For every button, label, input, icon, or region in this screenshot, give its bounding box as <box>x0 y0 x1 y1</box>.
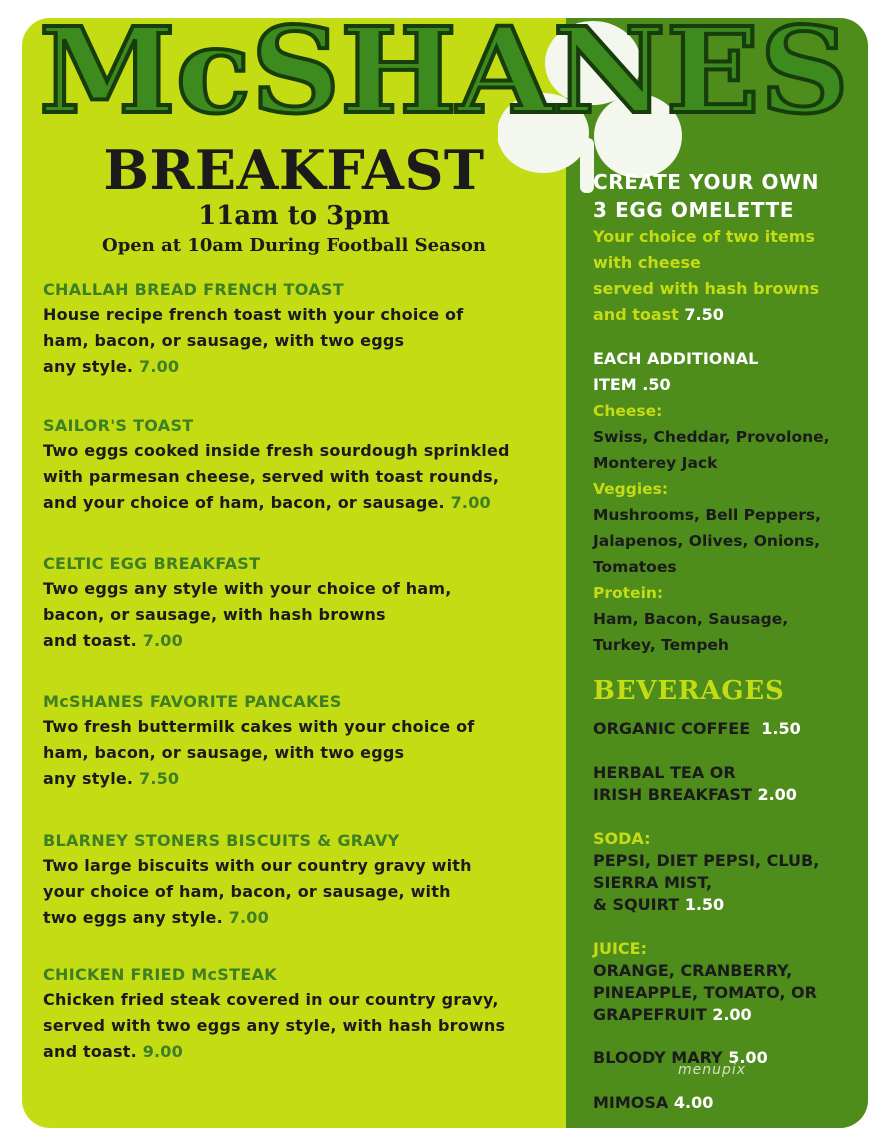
item-name: CHALLAH BREAD FRENCH TOAST <box>43 280 344 299</box>
item-price: 7.00 <box>142 631 183 650</box>
item-price: 7.00 <box>228 908 269 927</box>
veggies-label: Veggies: <box>593 480 669 498</box>
item-name: CELTIC EGG BREAKFAST <box>43 554 261 573</box>
beverage-bloody-mary: BLOODY MARY 5.00 <box>593 1048 768 1067</box>
item-price: 7.00 <box>450 493 491 512</box>
menu-item <box>43 963 563 1065</box>
item-description: Two fresh buttermilk cakes with your choice of ham, bacon, or sausage, with two eggs any style. 7.50 <box>43 717 475 788</box>
item-description: Two large biscuits with our country gravy with your choice of ham, bacon, or sausage, with two eggs any style. 7.00 <box>43 856 472 927</box>
protein-label: Protein: <box>593 584 664 602</box>
item-price: 9.00 <box>142 1042 183 1061</box>
menu-item <box>43 552 563 654</box>
item-name: McSHANES FAVORITE PANCAKES <box>43 692 342 711</box>
menu-item <box>43 414 563 516</box>
mcshanes-logo <box>24 14 864 132</box>
page-title: BREAKFAST <box>103 138 485 202</box>
menu-item <box>43 690 563 792</box>
item-description: House recipe french toast with your choice of ham, bacon, or sausage, with two eggs any style. 7.00 <box>43 305 464 376</box>
item-price: 7.00 <box>138 357 180 376</box>
beverage-tea: HERBAL TEA OR IRISH BREAKFAST 2.00 <box>593 763 797 804</box>
additional-item-note: EACH ADDITIONAL ITEM .50 <box>593 349 759 394</box>
omelette-title: CREATE YOUR OWN 3 EGG OMELETTE <box>593 170 820 222</box>
menu-item <box>43 829 563 931</box>
watermark: menupix <box>678 1062 747 1078</box>
hours: 11am to 3pm <box>198 201 390 231</box>
item-name: BLARNEY STONERS BISCUITS & GRAVY <box>43 831 400 850</box>
item-name: SAILOR'S TOAST <box>43 416 194 435</box>
omelette-price: 7.50 <box>684 305 724 324</box>
beverage-mimosa: MIMOSA 4.00 <box>593 1093 714 1112</box>
item-name: CHICKEN FRIED McSTEAK <box>43 965 277 984</box>
omelette-options: Cheese: Swiss, Cheddar, Provolone, Monterey Jack Veggies: Mushrooms, Bell Peppers, Jalapenos, Olives, Onions, Tomatoes Protein: Ham, Bacon, Sausage, Turkey, Tempeh <box>593 398 865 658</box>
beverage-coffee: ORGANIC COFFEE 1.50 <box>593 719 801 738</box>
item-description: Chicken fried steak covered in our country gravy, served with two eggs any style, with hash browns and toast. 9.00 <box>43 990 506 1061</box>
beverage-soda: SODA: PEPSI, DIET PEPSI, CLUB, SIERRA MIST, & SQUIRT 1.50 <box>593 829 820 914</box>
item-description: Two eggs any style with your choice of ham, bacon, or sausage, with hash browns and toast. 7.00 <box>43 579 452 650</box>
beverages-heading: BEVERAGES <box>593 676 785 706</box>
omelette-description: Your choice of two items with cheese served with hash browns and toast 7.50 <box>593 227 820 324</box>
item-price: 7.50 <box>138 769 180 788</box>
svg-text:McSHANES: McSHANES <box>39 14 849 132</box>
beverage-juice: JUICE: ORANGE, CRANBERRY, PINEAPPLE, TOMATO, OR GRAPEFRUIT 2.00 <box>593 939 817 1024</box>
football-season-note: Open at 10am During Football Season <box>102 235 486 256</box>
menu-item <box>43 278 563 380</box>
item-description: Two eggs cooked inside fresh sourdough sprinkled with parmesan cheese, served with toast rounds, and your choice of ham, bacon, or sausage. 7.00 <box>43 441 510 512</box>
cheese-label: Cheese: <box>593 402 663 420</box>
